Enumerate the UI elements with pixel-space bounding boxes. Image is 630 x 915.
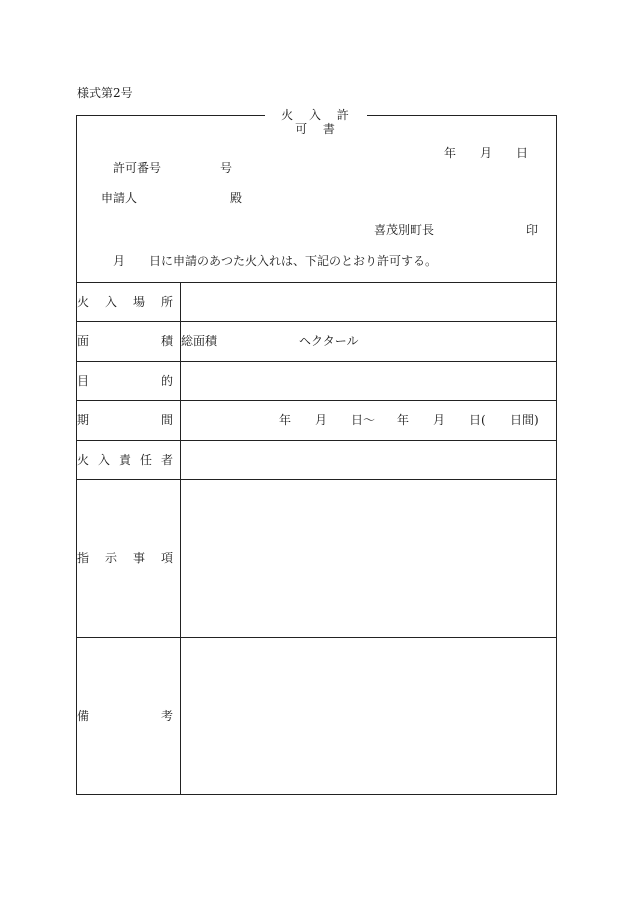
period-end-month: 月 bbox=[433, 413, 446, 427]
label-area: 面 積 bbox=[77, 334, 173, 348]
label-burn-manager: 火 入 責 任 者 bbox=[77, 453, 173, 467]
area-unit: ヘクタール bbox=[299, 334, 359, 348]
row-divider bbox=[76, 440, 557, 441]
statement-month: 月 bbox=[113, 254, 126, 268]
period-start-month: 月 bbox=[315, 413, 328, 427]
label-instructions: 指 示 事 項 bbox=[77, 551, 173, 565]
period-end-year: 年 bbox=[397, 413, 410, 427]
period-days: 日間) bbox=[510, 413, 539, 427]
form-number: 様式第2号 bbox=[77, 86, 133, 100]
row-divider bbox=[76, 400, 557, 401]
applicant-label: 申請人 bbox=[101, 191, 138, 205]
permit-number-label: 許可番号 bbox=[113, 161, 162, 175]
label-purpose: 目 的 bbox=[77, 374, 173, 388]
label-remarks: 備 考 bbox=[77, 709, 173, 723]
row-divider bbox=[76, 479, 557, 480]
seal-mark: 印 bbox=[526, 223, 539, 237]
issuer-name: 喜茂別町長 bbox=[374, 223, 435, 237]
period-start-day: 日～ bbox=[351, 413, 376, 427]
applicant-honorific: 殿 bbox=[230, 191, 243, 205]
permit-number-suffix: 号 bbox=[220, 161, 233, 175]
form-title: 火 入 許 可 書 bbox=[265, 108, 367, 122]
row-divider bbox=[76, 321, 557, 322]
label-period: 期 間 bbox=[77, 413, 173, 427]
label-burn-location: 火 入 場 所 bbox=[77, 295, 173, 309]
total-area-label: 総面積 bbox=[181, 334, 218, 348]
date-year: 年 bbox=[444, 146, 457, 160]
row-divider bbox=[76, 637, 557, 638]
date-month: 月 bbox=[480, 146, 493, 160]
statement-text: 日に申請のあつた火入れは、下記のとおり許可する。 bbox=[149, 254, 438, 268]
label-column-divider bbox=[180, 282, 181, 795]
period-start-year: 年 bbox=[279, 413, 292, 427]
row-divider bbox=[76, 282, 557, 283]
period-end-day: 日( bbox=[469, 413, 486, 427]
date-day: 日 bbox=[516, 146, 529, 160]
row-divider bbox=[76, 361, 557, 362]
